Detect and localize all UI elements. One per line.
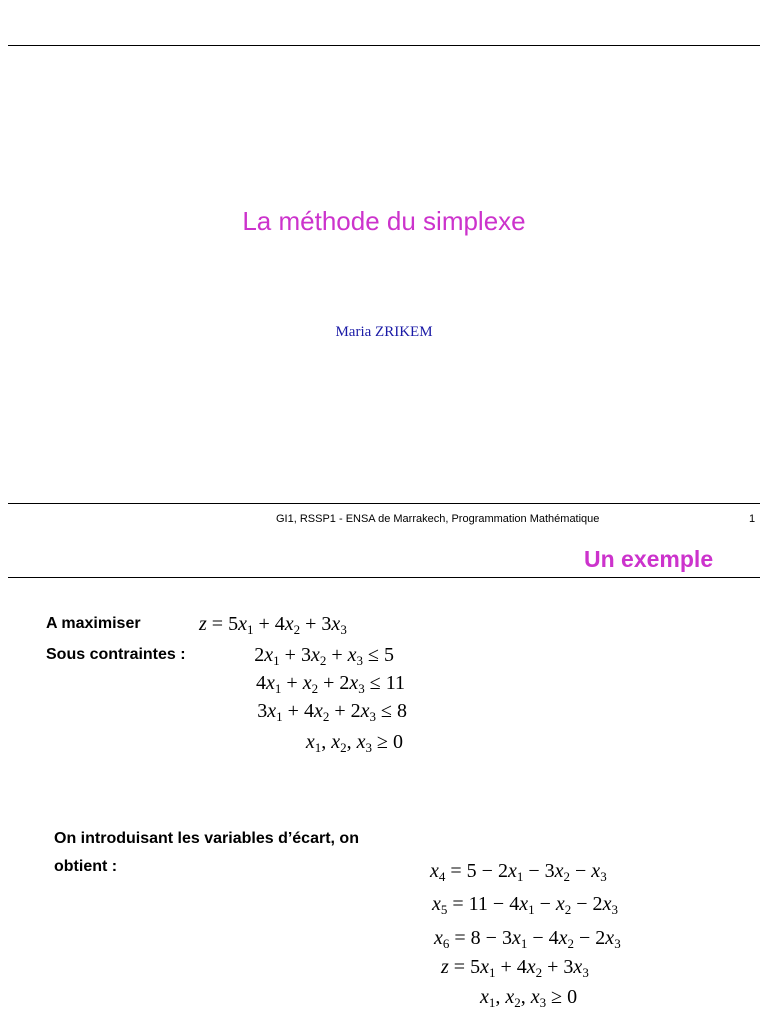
objective-function: $z = 5x_1 + 4x_2 + 3x_3$ — [199, 613, 347, 637]
constraint-2: $4x_1 + x_2 + 2x_3 \le 11$ — [256, 672, 405, 696]
objective-restated: $z = 5x_1 + 4x_2 + 3x_3$ — [441, 956, 589, 980]
section-rule — [8, 577, 760, 578]
constraint-1: $2x_1 + 3x_2 + x_3 \le 5$ — [254, 644, 394, 668]
slide-author: Maria ZRIKEM — [335, 324, 433, 340]
slide-divider — [8, 503, 760, 504]
constraint-3: $3x_1 + 4x_2 + 2x_3 \le 8$ — [257, 700, 407, 724]
slack-equation-x6: $x_6 = 8 - 3x_1 - 4x_2 - 2x_3$ — [434, 927, 621, 951]
slack-intro-line-1: On introduisant les variables d’écart, on — [54, 830, 359, 847]
nonnegativity-constraint: $x_1$, $x_2$, $x_3 \ge 0$ — [305, 731, 403, 755]
top-rule — [8, 45, 760, 46]
slack-intro-line-2: obtient : — [54, 858, 118, 875]
maximize-label: A maximiser — [46, 615, 141, 632]
section-title: Un exemple — [584, 546, 714, 572]
slack-equation-x4: $x_4 = 5 - 2x_1 - 3x_2 - x_3$ — [430, 860, 607, 884]
slide-title: La méthode du simplexe — [242, 206, 526, 236]
footer-text: GI1, RSSP1 - ENSA de Marrakech, Programmation Mathématique — [276, 513, 600, 525]
slack-equation-x5: $x_5 = 11 - 4x_1 - x_2 - 2x_3$ — [432, 893, 618, 917]
page-number: 1 — [749, 513, 756, 525]
nonnegativity-restated: $x_1$, $x_2$, $x_3 \ge 0$ — [480, 986, 578, 1010]
constraints-label: Sous contraintes : — [46, 646, 186, 663]
